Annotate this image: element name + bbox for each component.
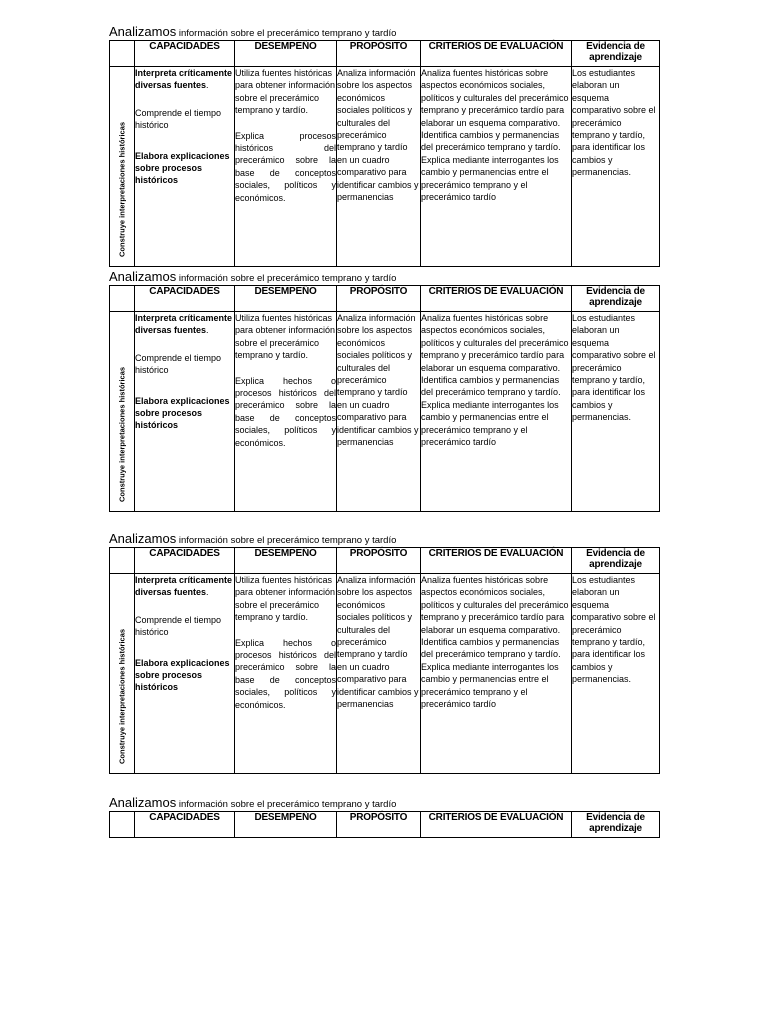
- heading-subtitle: información sobre el precerámico temprano y tardío: [176, 28, 397, 39]
- header-evidencia: Evidencia de aprendizaje: [572, 812, 660, 838]
- section-heading: [109, 797, 396, 811]
- competence-label: Construye interpretaciones históricas: [117, 628, 127, 764]
- desempeno-2: Explica hechos o procesos históricos del precerámico sobre la base de conceptos sociales, políticos y económicos.: [235, 375, 336, 448]
- table-header-row: [110, 286, 660, 312]
- header-criterios: CRITERIOS DE EVALUACIÓN: [421, 41, 572, 67]
- capacidad-3: Elabora explicaciones sobre procesos históricos: [135, 150, 230, 186]
- desempeno-cell: [235, 574, 337, 774]
- capacidad-1: Interpreta críticamente diversas fuentes.: [135, 575, 233, 598]
- planning-table: [109, 40, 660, 267]
- section-heading: [109, 271, 396, 285]
- competence-cell: [110, 312, 135, 512]
- heading-title: Analizamos: [109, 795, 177, 810]
- header-desempeno: DESEMPEÑO: [235, 548, 337, 574]
- header-proposito: PROPÓSITO: [337, 41, 421, 67]
- header-proposito: PROPÓSITO: [337, 812, 421, 838]
- capacidad-3: Elabora explicaciones sobre procesos históricos: [135, 657, 230, 693]
- evidencia-text: Los estudiantes elaboran un esquema comparativo sobre el precerámico temprano y tardío, para identificar los cambios y permanencias.: [572, 313, 656, 423]
- section-heading: [109, 533, 396, 547]
- capacidades-cell: [135, 312, 235, 512]
- header-evidencia: Evidencia de aprendizaje: [572, 41, 660, 67]
- header-proposito: PROPÓSITO: [337, 548, 421, 574]
- header-desempeno: DESEMPEÑO: [235, 41, 337, 67]
- desempeno-2: Explica hechos o procesos históricos del precerámico sobre la base de conceptos sociales, políticos y económicos.: [235, 637, 336, 710]
- table-header-row: [110, 548, 660, 574]
- heading-subtitle: información sobre el precerámico temprano y tardío: [176, 799, 397, 810]
- evidencia-cell: [572, 574, 660, 774]
- header-capacidades: CAPACIDADES: [135, 286, 235, 312]
- header-empty: [110, 41, 135, 67]
- header-criterios: CRITERIOS DE EVALUACIÓN: [421, 812, 572, 838]
- proposito-cell: [337, 67, 421, 267]
- desempeno-cell: [235, 67, 337, 267]
- table-row: [110, 574, 660, 774]
- competence-cell: [110, 67, 135, 267]
- header-capacidades: CAPACIDADES: [135, 548, 235, 574]
- evidencia-text: Los estudiantes elaboran un esquema comparativo sobre el precerámico temprano y tardío, para identificar los cambios y permanencias.: [572, 68, 656, 178]
- planning-table: [109, 811, 660, 838]
- heading-title: Analizamos: [109, 269, 177, 284]
- capacidad-1: Interpreta críticamente diversas fuentes.: [135, 313, 233, 336]
- header-criterios: CRITERIOS DE EVALUACIÓN: [421, 548, 572, 574]
- capacidad-3: Elabora explicaciones sobre procesos históricos: [135, 395, 230, 431]
- desempeno-2: Explica procesos históricos del precerámico sobre la base de conceptos sociales, políticos y económicos.: [235, 130, 336, 203]
- proposito-text: Analiza información sobre los aspectos económicos sociales políticos y culturales del precerámico temprano y tardío en un cuadro comparativo para identificar cambios y permanencias: [337, 313, 419, 448]
- header-proposito: PROPÓSITO: [337, 286, 421, 312]
- proposito-cell: [337, 574, 421, 774]
- heading-title: Analizamos: [109, 24, 177, 39]
- criterio-3: Explica mediante interrogantes los cambio y permanencias entre el precerámico temprano y el precerámico tardío: [421, 154, 559, 203]
- table-row: [110, 67, 660, 267]
- table-header-row: [110, 41, 660, 67]
- desempeno-1: Utiliza fuentes históricas para obtener información sobre el precerámico temprano y tardío.: [235, 313, 336, 361]
- criterio-3: Explica mediante interrogantes los cambio y permanencias entre el precerámico temprano y el precerámico tardío: [421, 399, 559, 448]
- header-evidencia: Evidencia de aprendizaje: [572, 286, 660, 312]
- desempeno-1: Utiliza fuentes históricas para obtener información sobre el precerámico temprano y tardío.: [235, 575, 336, 623]
- header-empty: [110, 548, 135, 574]
- capacidad-2: Comprende el tiempo histórico: [135, 107, 222, 131]
- capacidad-2: Comprende el tiempo histórico: [135, 614, 222, 638]
- criterio-2: Identifica cambios y permanencias del precerámico temprano y tardío.: [421, 130, 561, 153]
- proposito-cell: [337, 312, 421, 512]
- header-empty: [110, 286, 135, 312]
- table-row: [110, 312, 660, 512]
- header-capacidades: CAPACIDADES: [135, 812, 235, 838]
- competence-label: Construye interpretaciones históricas: [117, 121, 127, 257]
- proposito-text: Analiza información sobre los aspectos económicos sociales políticos y culturales del precerámico temprano y tardío en un cuadro comparativo para identificar cambios y permanencias: [337, 575, 419, 710]
- criterio-1: Analiza fuentes históricas sobre aspectos económicos sociales, políticos y culturales del precerámico temprano y precerámico tardío para elaborar un esquema comparativo.: [421, 313, 569, 373]
- planning-table: [109, 285, 660, 512]
- heading-title: Analizamos: [109, 531, 177, 546]
- evidencia-text: Los estudiantes elaboran un esquema comparativo sobre el precerámico temprano y tardío, para identificar los cambios y permanencias.: [572, 575, 656, 685]
- criterio-1: Analiza fuentes históricas sobre aspectos económicos sociales, políticos y culturales del precerámico temprano y precerámico tardío para elaborar un esquema comparativo.: [421, 68, 569, 128]
- header-evidencia: Evidencia de aprendizaje: [572, 548, 660, 574]
- criterios-cell: [421, 67, 572, 267]
- planning-table: [109, 547, 660, 774]
- desempeno-cell: [235, 312, 337, 512]
- criterios-cell: [421, 312, 572, 512]
- competence-cell: [110, 574, 135, 774]
- criterio-2: Identifica cambios y permanencias del precerámico temprano y tardío.: [421, 375, 561, 398]
- capacidad-1: Interpreta críticamente diversas fuentes.: [135, 68, 233, 91]
- heading-subtitle: información sobre el precerámico temprano y tardío: [176, 535, 397, 546]
- evidencia-cell: [572, 312, 660, 512]
- header-desempeno: DESEMPEÑO: [235, 812, 337, 838]
- desempeno-1: Utiliza fuentes históricas para obtener información sobre el precerámico temprano y tardío.: [235, 68, 336, 116]
- capacidad-2: Comprende el tiempo histórico: [135, 352, 222, 376]
- table-header-row: [110, 812, 660, 838]
- section-heading: [109, 26, 396, 40]
- criterio-3: Explica mediante interrogantes los cambio y permanencias entre el precerámico temprano y el precerámico tardío: [421, 661, 559, 710]
- proposito-text: Analiza información sobre los aspectos económicos sociales políticos y culturales del precerámico temprano y tardío en un cuadro comparativo para identificar cambios y permanencias: [337, 68, 419, 203]
- competence-label: Construye interpretaciones históricas: [117, 366, 127, 502]
- criterio-1: Analiza fuentes históricas sobre aspectos económicos sociales, políticos y culturales del precerámico temprano y precerámico tardío para elaborar un esquema comparativo.: [421, 575, 569, 635]
- header-empty: [110, 812, 135, 838]
- header-capacidades: CAPACIDADES: [135, 41, 235, 67]
- heading-subtitle: información sobre el precerámico temprano y tardío: [176, 273, 397, 284]
- evidencia-cell: [572, 67, 660, 267]
- header-desempeno: DESEMPEÑO: [235, 286, 337, 312]
- criterio-2: Identifica cambios y permanencias del precerámico temprano y tardío.: [421, 637, 561, 660]
- capacidades-cell: [135, 67, 235, 267]
- header-criterios: CRITERIOS DE EVALUACIÓN: [421, 286, 572, 312]
- capacidades-cell: [135, 574, 235, 774]
- criterios-cell: [421, 574, 572, 774]
